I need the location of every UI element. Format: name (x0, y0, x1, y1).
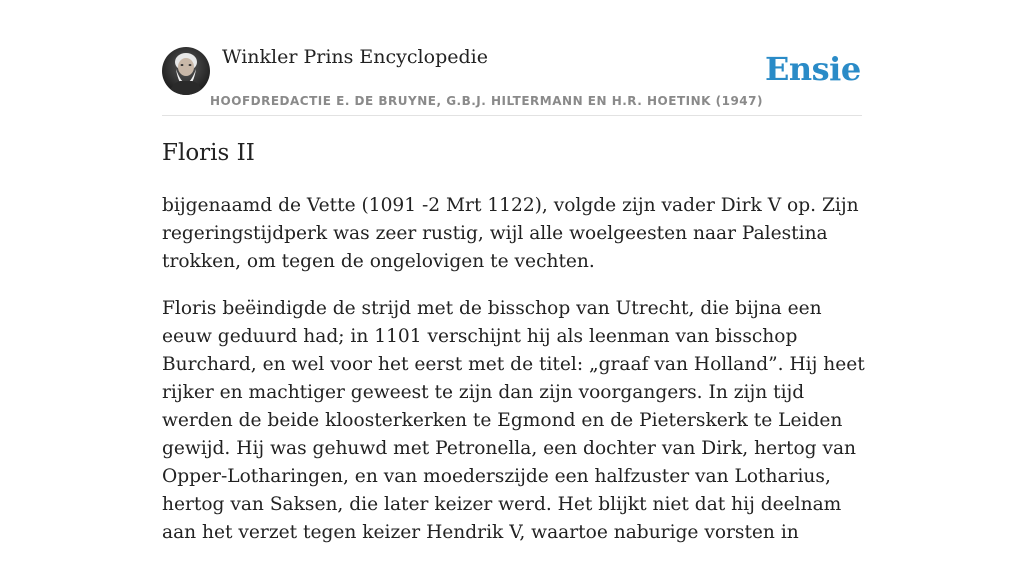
article-body (162, 192, 868, 566)
article-title: Floris II (162, 140, 255, 166)
header-divider (162, 115, 862, 116)
article-paragraph-1: bijgenaamd de Vette (1091 -2 Mrt 1122), volgde zijn vader Dirk V op. Zijn regeringstijdperk was zeer rustig, wijl alle woelgeesten naar Palestina trokken, om tegen de ongelovigen te vechten. (162, 195, 859, 272)
article-paragraph-2: Floris beëindigde de strijd met de bisschop van Utrecht, die bijna een eeuw geduurd had; in 1101 verschijnt hij als leenman van bisschop Burchard, en wel voor het eerst met de titel: „graaf van Holland”. Hij heet rijker en machtiger geweest te zijn dan zijn voorgangers. In zijn tijd werden de beide kloosterkerken te Egmond en de Pieterskerk te Leiden gewijd. Hij was gehuwd met Petronella, een dochter van Dirk, hertog van Opper-Lotharingen, en van moederszijde een halfzuster van Lotharius, hertog van Saksen, die later keizer werd. Het blijkt niet dat hij deelnam aan het verzet tegen keizer Hendrik V, waartoe naburige vorsten in (162, 298, 865, 543)
ensie-logo[interactable]: Ensie (765, 50, 861, 88)
source-editors: HOOFDREDACTIE E. DE BRUYNE, G.B.J. HILTERMANN EN H.R. HOETINK (1947) (210, 94, 763, 108)
author-avatar[interactable] (162, 47, 210, 95)
bearded-man-portrait-icon (162, 47, 210, 95)
source-title[interactable]: Winkler Prins Encyclopedie (222, 46, 488, 68)
